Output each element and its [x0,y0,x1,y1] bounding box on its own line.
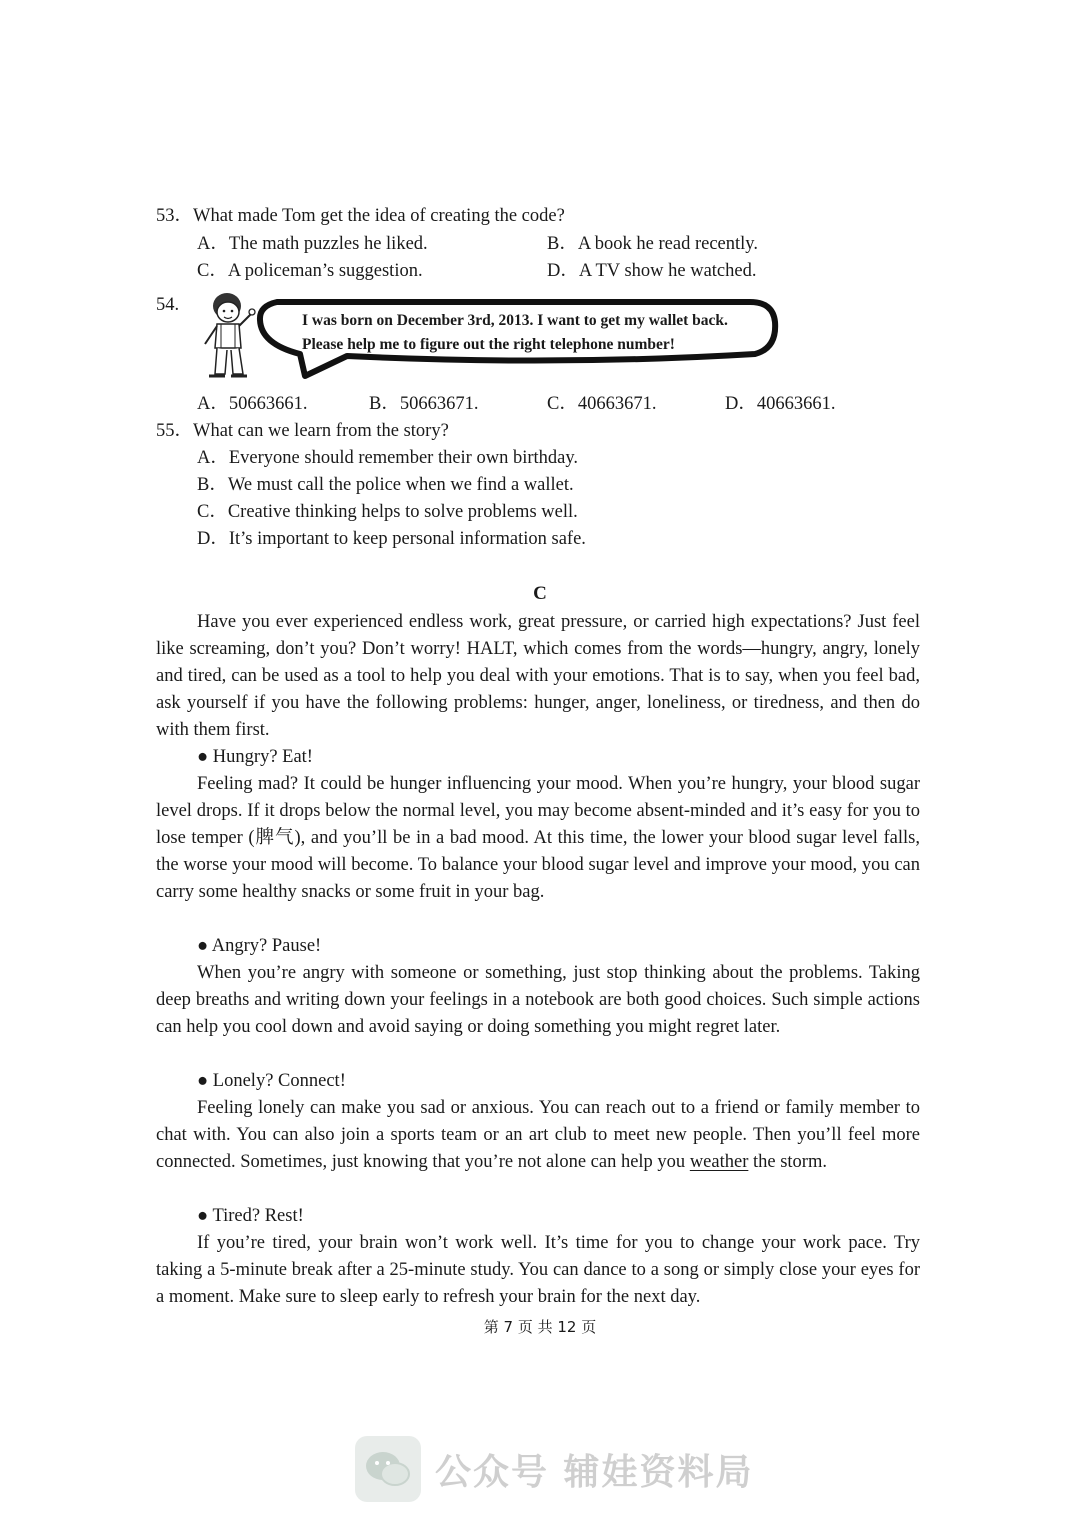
q54-option-c: C．40663671. [547,394,657,414]
page-footer: 第 7 页 共 12 页 [483,1318,597,1336]
heading-hungry: ● Hungry? Eat! [197,747,313,767]
bubble-line-1: I was born on December 3rd, 2013. I want to get my wallet back. [302,312,728,329]
q53-option-a: A．The math puzzles he liked. [197,234,428,254]
underlined-word-weather: weather [689,1152,749,1172]
paragraph-lonely: Feeling lonely can make you sad or anxious. You can reach out to a friend or family member to chat with. You can also join a sports team or an art club to meet new people. Then you’ll feel more connected. Sometimes, just knowing that you’re not alone can help you weather the storm. [156,1098,920,1172]
section-c-intro: Have you ever experienced endless work, great pressure, or carried high expectations? Just feel like screaming, don’t you? Don’t worry! HALT, which comes from the words—hungry, angry, lonely and tired, can be used as a tool to help you deal with your emotions. That is to say, when you feel bad, ask yourself if you have the following problems: hunger, anger, loneliness, or tiredness, and then do with them first. [156,612,920,740]
heading-lonely: ● Lonely? Connect! [197,1071,346,1091]
q55-stem: 55．What can we learn from the story? [156,421,449,441]
paragraph-angry: When you’re angry with someone or something, just stop thinking about the problems. Taking deep breaths and writing down your feelings in a notebook are both good choices. Such simple actions can help you cool down and avoid saying or doing something you might regret later. [156,963,920,1037]
q55-option-b: B．We must call the police when we find a wallet. [197,475,574,495]
bubble-line-2: Please help me to figure out the right telephone number! [302,336,675,353]
section-c-title: C [533,583,547,604]
watermark [355,1436,754,1502]
q55-option-c: C．Creative thinking helps to solve problems well. [197,502,578,522]
heading-tired: ● Tired? Rest! [197,1206,304,1226]
q54-option-b: B．50663671. [369,394,479,414]
q53-option-d: D．A TV show he watched. [547,261,757,281]
q53-option-b: B．A book he read recently. [547,234,758,254]
q53-option-c: C．A policeman’s suggestion. [197,261,423,281]
q55-option-d: D．It’s important to keep personal information safe. [197,529,586,549]
wechat-icon [355,1436,421,1502]
paragraph-hungry: Feeling mad? It could be hunger influencing your mood. When you’re hungry, your blood sugar level drops. If it drops below the normal level, you may become absent-minded and it’s easy for you to lose temper (脾气), and you’ll be in a bad mood. At this time, the lower your blood sugar level falls, the worse your mood will become. To balance your blood sugar level and improve your mood, you can carry some healthy snacks or some fruit in your bag. [156,774,920,902]
q54-option-d: D．40663661. [725,394,836,414]
heading-angry: ● Angry? Pause! [197,936,322,956]
q53-stem: 53．What made Tom get the idea of creating the code? [156,206,565,226]
q55-option-a: A．Everyone should remember their own birthday. [197,448,579,468]
q54-number: 54. [156,295,180,315]
paragraph-tired: If you’re tired, your brain won’t work well. It’s time for you to change your work pace. Try taking a 5-minute break after a 25-minute study. You can dance to a song or simply close your eyes for a moment. Make sure to sleep early to refresh your brain for the next day. [156,1233,920,1307]
q54-option-a: A．50663661. [197,394,308,414]
watermark-text: 公众号 辅娃资料局 [435,1451,754,1493]
